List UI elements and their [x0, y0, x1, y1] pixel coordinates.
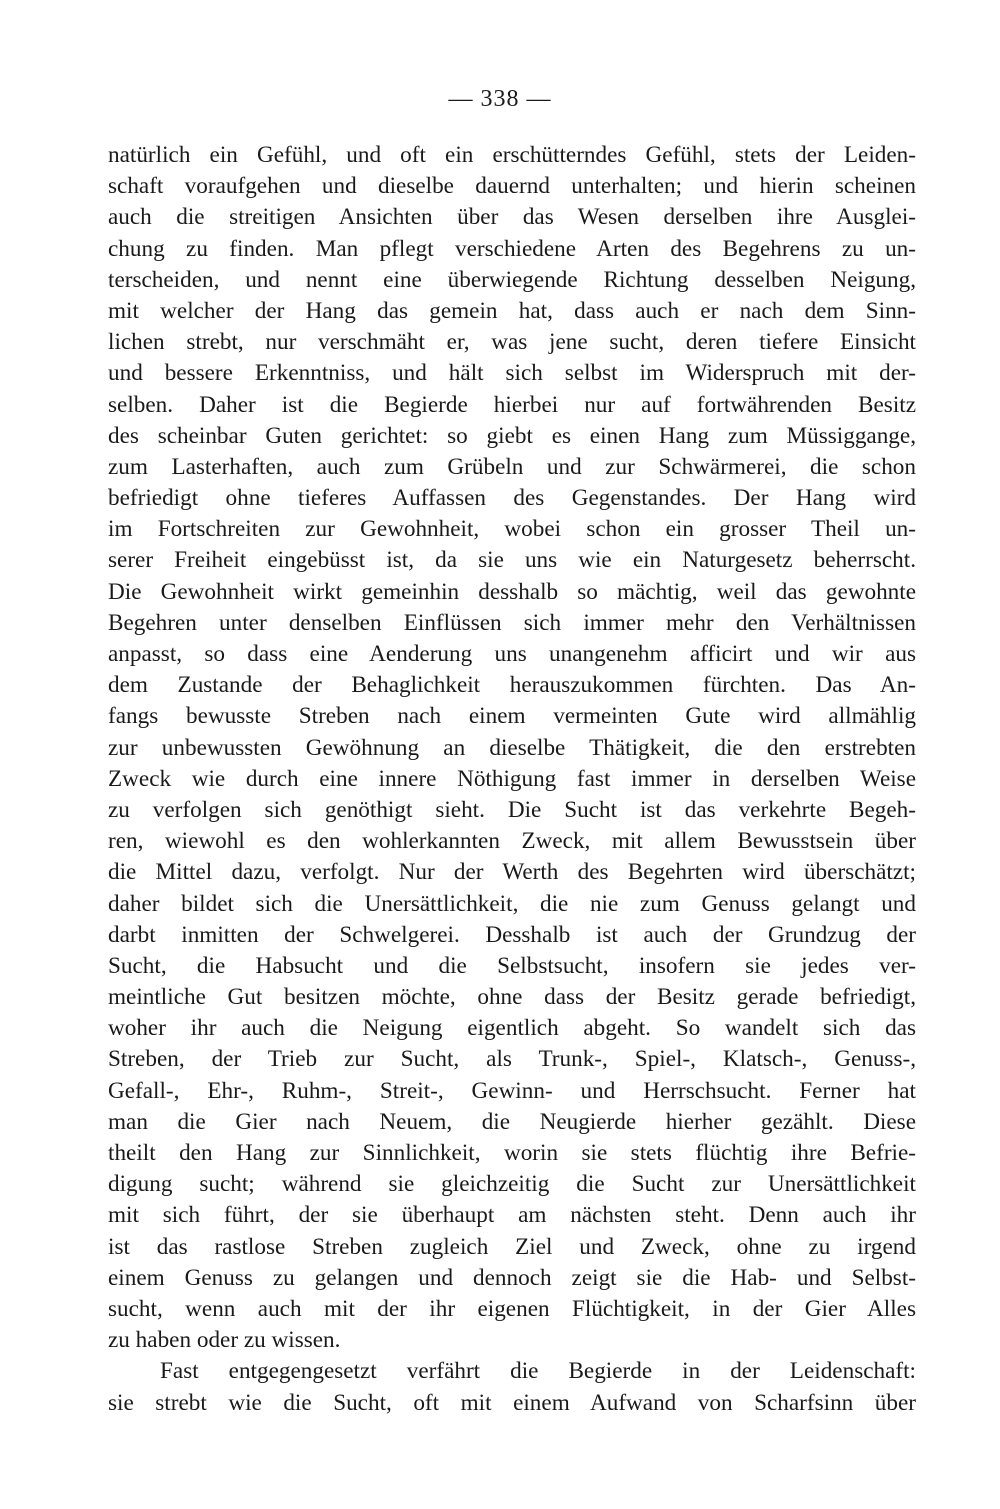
body-text — [108, 140, 916, 1419]
text-line: daher bildet sich die Unersättlichkeit, die nie zum Genuss gelangt und — [108, 890, 916, 917]
text-line: im Fortschreiten zur Gewohnheit, wobei schon ein grosser Theil un- — [108, 516, 916, 543]
text-line: Sucht, die Habsucht und die Selbstsucht, insofern sie jedes ver- — [108, 952, 916, 979]
text-line: zum Lasterhaften, auch zum Grübeln und zur Schwärmerei, die schon — [108, 453, 916, 480]
text-line: Begehren unter denselben Einflüssen sich immer mehr den Verhältnissen — [108, 609, 916, 636]
text-line: Gefall-, Ehr-, Ruhm-, Streit-, Gewinn- und Herrschsucht. Ferner hat — [108, 1077, 916, 1104]
text-line: sucht, wenn auch mit der ihr eigenen Flüchtigkeit, in der Gier Alles — [108, 1295, 916, 1322]
text-line: woher ihr auch die Neigung eigentlich abgeht. So wandelt sich das — [108, 1015, 916, 1042]
text-line: lichen strebt, nur verschmäht er, was jene sucht, deren tiefere Einsicht — [108, 329, 916, 356]
text-line: einem Genuss zu gelangen und dennoch zeigt sie die Hab- und Selbst- — [108, 1264, 916, 1291]
text-line: Streben, der Trieb zur Sucht, als Trunk-, Spiel-, Klatsch-, Genuss-, — [108, 1046, 916, 1073]
text-line: theilt den Hang zur Sinnlichkeit, worin sie stets flüchtig ihre Befrie- — [108, 1140, 916, 1166]
text-line: zur unbewussten Gewöhnung an dieselbe Thätigkeit, die den erstrebten — [108, 734, 916, 761]
text-line: terscheiden, und nennt eine überwiegende Richtung desselben Neigung, — [108, 266, 916, 293]
text-line: Die Gewohnheit wirkt gemeinhin desshalb so mächtig, weil das gewohnte — [108, 578, 916, 605]
text-line: mit sich führt, der sie überhaupt am nächsten steht. Denn auch ihr — [108, 1202, 916, 1229]
text-line: man die Gier nach Neuem, die Neugierde hierher gezählt. Diese — [108, 1108, 916, 1135]
text-line: ren, wiewohl es den wohlerkannten Zweck, mit allem Bewusstsein über — [108, 828, 916, 855]
text-line: meintliche Gut besitzen möchte, ohne dass der Besitz gerade befriedigt, — [108, 984, 916, 1011]
text-line: darbt inmitten der Schwelgerei. Desshalb ist auch der Grundzug der — [108, 921, 916, 948]
text-line: befriedigt ohne tieferes Auffassen des Gegenstandes. Der Hang wird — [108, 485, 916, 512]
text-line: mit welcher der Hang das gemein hat, dass auch er nach dem Sinn- — [108, 297, 916, 324]
text-line: selben. Daher ist die Begierde hierbei nur auf fortwährenden Besitz — [108, 391, 916, 418]
text-line: fangs bewusste Streben nach einem vermeinten Gute wird allmählig — [108, 703, 916, 730]
text-line: Zweck wie durch eine innere Nöthigung fast immer in derselben Weise — [108, 765, 916, 792]
text-line: ist das rastlose Streben zugleich Ziel und Zweck, ohne zu irgend — [108, 1233, 916, 1260]
text-line: chung zu finden. Man pflegt verschiedene Arten des Begehrens zu un- — [108, 235, 916, 262]
page-number: — 338 — — [448, 86, 552, 112]
text-line: zu verfolgen sich genöthigt sieht. Die Sucht ist das verkehrte Begeh- — [108, 796, 916, 823]
text-line-paragraph-start: Fast entgegengesetzt verfährt die Begierde in der Leidenschaft: — [160, 1358, 916, 1385]
text-line: sie strebt wie die Sucht, oft mit einem Aufwand von Scharfsinn über — [108, 1389, 916, 1416]
text-line: des scheinbar Guten gerichtet: so giebt es einen Hang zum Müssiggange, — [108, 422, 916, 449]
text-line: digung sucht; während sie gleichzeitig die Sucht zur Unersättlichkeit — [108, 1171, 916, 1198]
text-line: dem Zustande der Behaglichkeit herauszukommen fürchten. Das An- — [108, 672, 916, 699]
text-line: serer Freiheit eingebüsst ist, da sie uns wie ein Naturgesetz beherrscht. — [108, 547, 916, 574]
text-line: anpasst, so dass eine Aenderung uns unangenehm afficirt und wir aus — [108, 641, 916, 667]
text-line: natürlich ein Gefühl, und oft ein erschütterndes Gefühl, stets der Leiden- — [108, 142, 916, 168]
text-line: schaft voraufgehen und dieselbe dauernd unterhalten; und hierin scheinen — [108, 173, 916, 200]
text-line: die Mittel dazu, verfolgt. Nur der Werth des Begehrten wird überschätzt; — [108, 859, 916, 886]
text-line: auch die streitigen Ansichten über das Wesen derselben ihre Ausglei- — [108, 204, 916, 231]
text-line-paragraph-end: zu haben oder zu wissen. — [108, 1327, 341, 1354]
text-line: und bessere Erkenntniss, und hält sich selbst im Widerspruch mit der- — [108, 360, 916, 387]
